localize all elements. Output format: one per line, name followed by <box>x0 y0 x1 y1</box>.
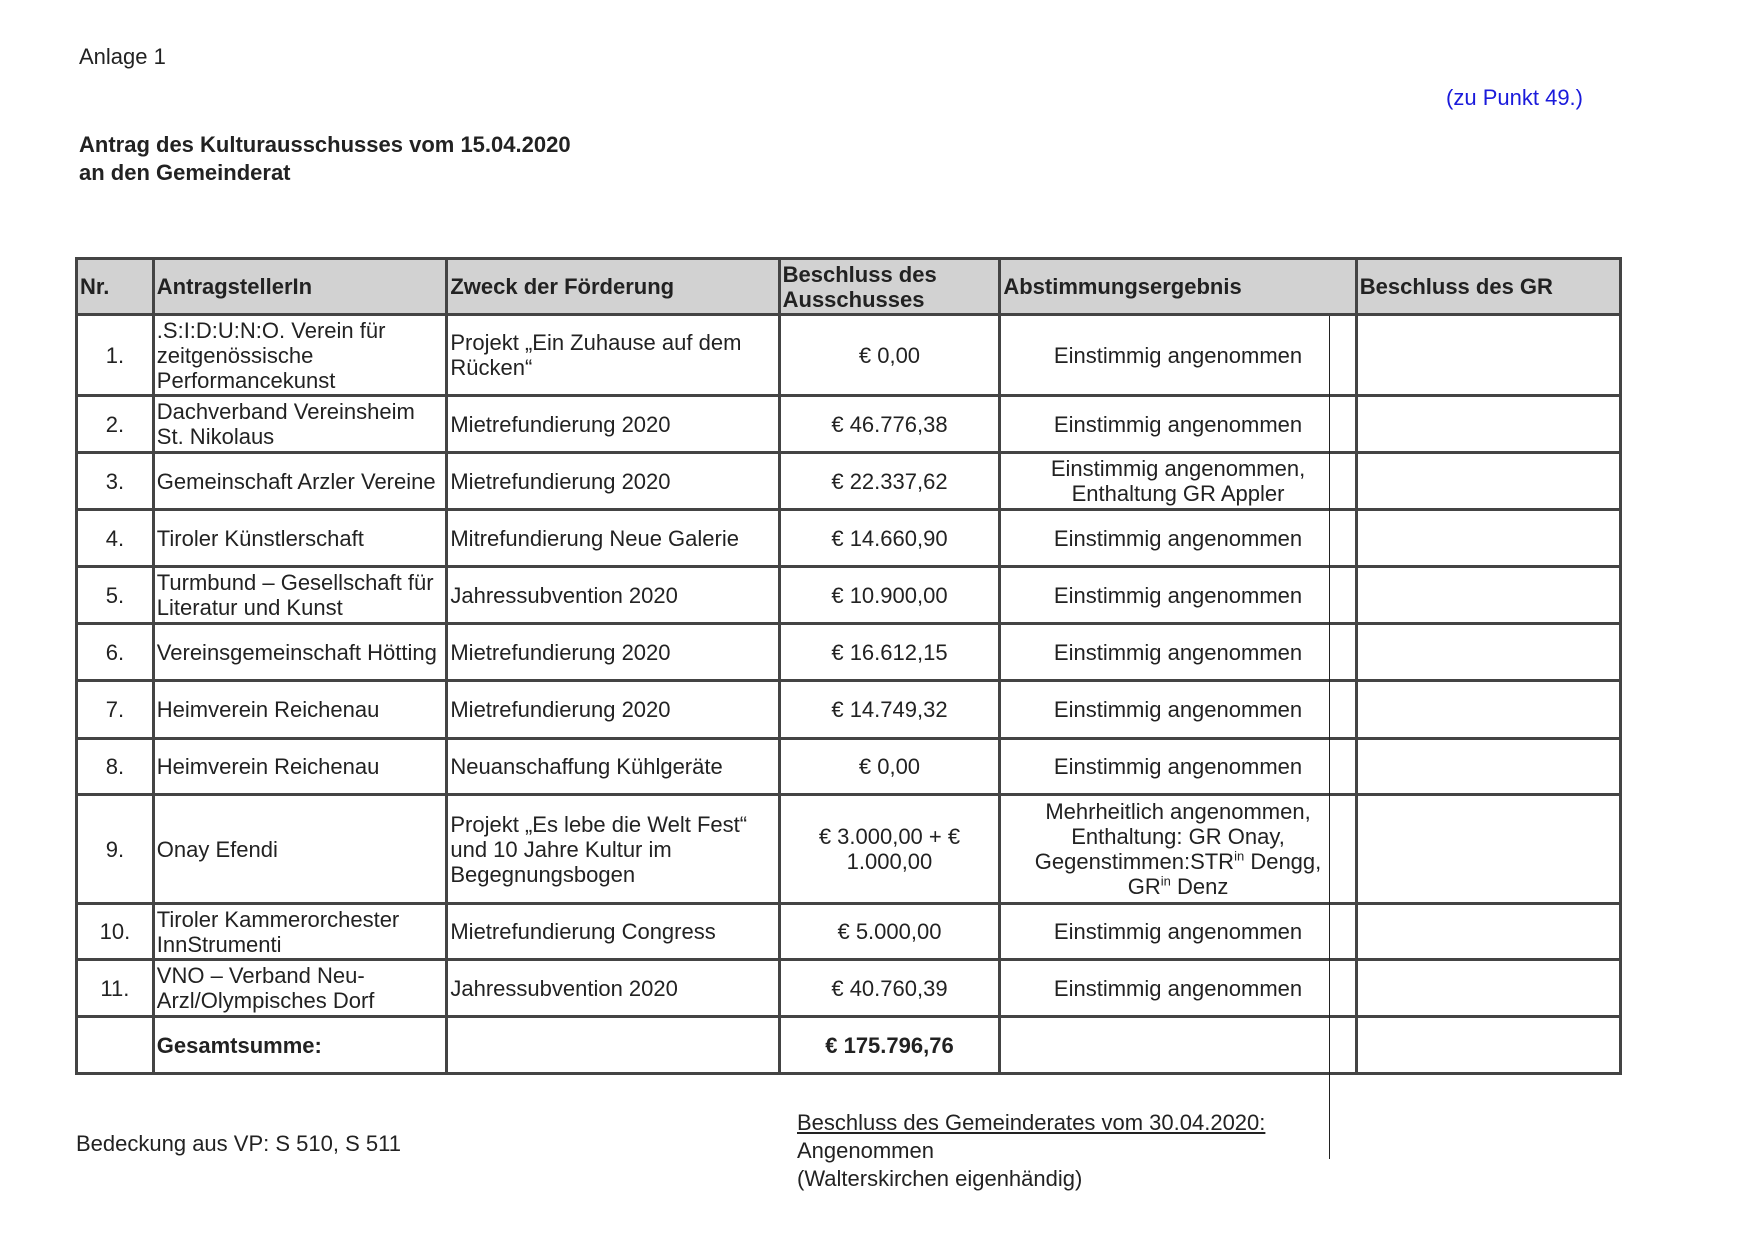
amount-cell: € 0,00 <box>779 739 1000 795</box>
table-row <box>77 567 1621 624</box>
purpose-cell: Projekt „Ein Zuhause auf dem Rücken“ <box>447 315 779 396</box>
total-council-cell <box>1356 1017 1620 1074</box>
amount-cell: € 14.749,32 <box>779 681 1000 739</box>
council-decision-cell <box>1356 510 1620 567</box>
amount-cell: € 46.776,38 <box>779 396 1000 453</box>
row-number: 6. <box>77 624 154 681</box>
col-committee-decision: Beschluss des Ausschusses <box>779 259 1000 315</box>
row-number: 4. <box>77 510 154 567</box>
col-applicant: AntragstellerIn <box>153 259 447 315</box>
table-row <box>77 904 1621 960</box>
vote-result-cell: Einstimmig angenommen <box>1000 904 1356 960</box>
total-vote-cell <box>1000 1017 1356 1074</box>
document-subtitle: an den Gemeinderat <box>79 160 291 185</box>
vote-result-cell: Einstimmig angenommen <box>1000 396 1356 453</box>
purpose-cell: Mitrefundierung Neue Galerie <box>447 510 779 567</box>
amount-cell: € 16.612,15 <box>779 624 1000 681</box>
table-row <box>77 960 1621 1017</box>
row-number: 1. <box>77 315 154 396</box>
row-number: 2. <box>77 396 154 453</box>
agenda-reference: (zu Punkt 49.) <box>1446 85 1583 110</box>
council-decision-cell <box>1356 453 1620 510</box>
vote-result-cell: Mehrheitlich angenommen, Enthaltung: GR Onay, $Gegenstimmen:STR^{in}$ Dengg, $GR^{in}$ Denz <box>1000 795 1356 904</box>
col-nr: Nr. <box>77 259 154 315</box>
table-row <box>77 315 1621 396</box>
council-decision-cell <box>1356 396 1620 453</box>
table-row <box>77 510 1621 567</box>
purpose-cell: Mietrefundierung Congress <box>447 904 779 960</box>
col-council-decision: Beschluss des GR <box>1356 259 1620 315</box>
funding-table <box>75 257 1622 1075</box>
council-decision-cell <box>1356 739 1620 795</box>
row-number: 3. <box>77 453 154 510</box>
council-decision-cell <box>1356 795 1620 904</box>
applicant-cell: Tiroler Künstlerschaft <box>153 510 447 567</box>
col-vote-result: Abstimmungsergebnis <box>1000 259 1356 315</box>
row-number: 8. <box>77 739 154 795</box>
vote-result-cell: Einstimmig angenommen <box>1000 681 1356 739</box>
applicant-cell: Turmbund – Gesellschaft für Literatur und Kunst <box>153 567 447 624</box>
vote-result-cell: Einstimmig angenommen <box>1000 739 1356 795</box>
council-decision-cell <box>1356 315 1620 396</box>
amount-cell: € 5.000,00 <box>779 904 1000 960</box>
amount-cell: € 40.760,39 <box>779 960 1000 1017</box>
vote-result-cell: Einstimmig angenommen <box>1000 510 1356 567</box>
council-decision-cell <box>1356 904 1620 960</box>
table-row <box>77 396 1621 453</box>
table-row <box>77 681 1621 739</box>
purpose-cell: Mietrefundierung 2020 <box>447 396 779 453</box>
table-header-row <box>77 259 1621 315</box>
total-nr-cell <box>77 1017 154 1074</box>
purpose-cell: Jahressubvention 2020 <box>447 960 779 1017</box>
purpose-cell: Projekt „Es lebe die Welt Fest“ und 10 Jahre Kultur im Begegnungsbogen <box>447 795 779 904</box>
col-purpose: Zweck der Förderung <box>447 259 779 315</box>
annex-label: Anlage 1 <box>79 44 166 69</box>
amount-cell: € 3.000,00 + € 1.000,00 <box>779 795 1000 904</box>
applicant-cell: Gemeinschaft Arzler Vereine <box>153 453 447 510</box>
total-amount: € 175.796,76 <box>779 1017 1000 1074</box>
row-number: 5. <box>77 567 154 624</box>
table-row <box>77 453 1621 510</box>
amount-cell: € 10.900,00 <box>779 567 1000 624</box>
signature-note: (Walterskirchen eigenhändig) <box>797 1166 1083 1191</box>
amount-cell: € 0,00 <box>779 315 1000 396</box>
purpose-cell: Mietrefundierung 2020 <box>447 681 779 739</box>
applicant-cell: Tiroler Kammerorchester InnStrumenti <box>153 904 447 960</box>
row-number: 7. <box>77 681 154 739</box>
total-purpose-cell <box>447 1017 779 1074</box>
vote-result-cell: Einstimmig angenommen <box>1000 960 1356 1017</box>
applicant-cell: Dachverband Vereinsheim St. Nikolaus <box>153 396 447 453</box>
table-row <box>77 795 1621 904</box>
table-row <box>77 739 1621 795</box>
council-result: Angenommen <box>797 1138 934 1163</box>
applicant-cell: Onay Efendi <box>153 795 447 904</box>
council-decision-cell <box>1356 681 1620 739</box>
coverage-note: Bedeckung aus VP: S 510, S 511 <box>76 1131 401 1156</box>
council-decision-cell <box>1356 567 1620 624</box>
council-decision-cell <box>1356 960 1620 1017</box>
vote-result-cell: Einstimmig angenommen <box>1000 567 1356 624</box>
applicant-cell: .S:I:D:U:N:O. Verein für zeitgenössische Performancekunst <box>153 315 447 396</box>
vote-result-cell: Einstimmig angenommen, Enthaltung GR Appler <box>1000 453 1356 510</box>
vote-result-cell: Einstimmig angenommen <box>1000 315 1356 396</box>
applicant-cell: VNO – Verband Neu-Arzl/Olympisches Dorf <box>153 960 447 1017</box>
table-row <box>77 624 1621 681</box>
applicant-cell: Heimverein Reichenau <box>153 681 447 739</box>
council-decision-heading: Beschluss des Gemeinderates vom 30.04.2020: <box>797 1110 1266 1135</box>
purpose-cell: Neuanschaffung Kühlgeräte <box>447 739 779 795</box>
amount-cell: € 14.660,90 <box>779 510 1000 567</box>
amount-cell: € 22.337,62 <box>779 453 1000 510</box>
row-number: 11. <box>77 960 154 1017</box>
council-decision-cell <box>1356 624 1620 681</box>
applicant-cell: Vereinsgemeinschaft Hötting <box>153 624 447 681</box>
row-number: 10. <box>77 904 154 960</box>
vote-result-cell: Einstimmig angenommen <box>1000 624 1356 681</box>
row-number: 9. <box>77 795 154 904</box>
document-title: Antrag des Kulturausschusses vom 15.04.2020 <box>79 132 571 157</box>
purpose-cell: Mietrefundierung 2020 <box>447 624 779 681</box>
total-label: Gesamtsumme: <box>153 1017 447 1074</box>
purpose-cell: Mietrefundierung 2020 <box>447 453 779 510</box>
vertical-rule <box>1329 316 1330 1159</box>
total-row <box>77 1017 1621 1074</box>
purpose-cell: Jahressubvention 2020 <box>447 567 779 624</box>
applicant-cell: Heimverein Reichenau <box>153 739 447 795</box>
